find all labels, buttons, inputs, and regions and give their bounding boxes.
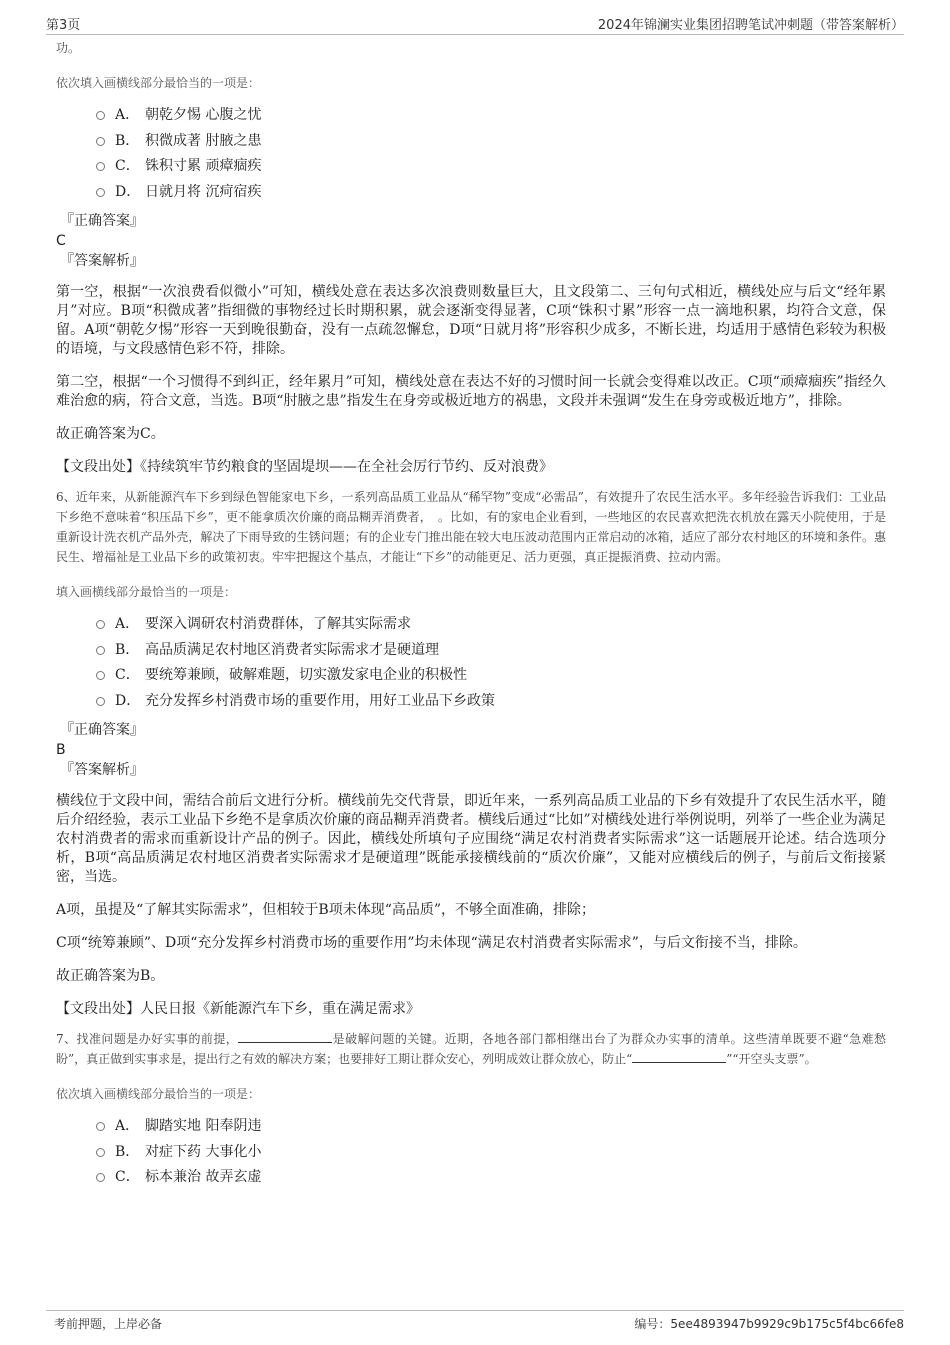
q6-answer-value: B [56, 742, 66, 758]
radio-icon[interactable] [96, 620, 105, 629]
fill-blank-2 [632, 1052, 726, 1063]
q6-option-d[interactable] [96, 689, 886, 715]
q6-option-a[interactable] [96, 612, 886, 638]
radio-icon[interactable] [96, 137, 105, 146]
radio-icon[interactable] [96, 1173, 105, 1182]
q6-analysis-1: 横线位于文段中间，需结合前后文进行分析。横线前先交代背景，即近年来，一系列高品质工业品的下乡有效提升了农民生活水平，随后介绍经验，表示工业品下乡绝不是拿质次价廉的商品糊弄消费者。横线后通过“比如”对横线处进行举例说明，列举了一些企业为满足农村消费者的需求而重新设计产品的例子。因此，横线处所填句子应围绕“满足农村消费者实际需求”这一话题展开论述。结合选项分析，B项“高品质满足农村地区消费者实际需求才是硬道理”既能承接横线前的“质次价廉”，又能对应横线后的例子，与前后文衔接紧密，当选。 [56, 793, 886, 885]
option-letter: B． [115, 132, 140, 149]
q7-option-a[interactable] [96, 1114, 886, 1140]
q7-stem [56, 1029, 886, 1069]
q7-prompt: 依次填入画横线部分最恰当的一项是： [56, 1087, 261, 1101]
q6-analysis-4: 故正确答案为B。 [56, 968, 165, 984]
radio-icon[interactable] [96, 188, 105, 197]
q5-analysis-label: 『答案解析』 [60, 253, 144, 269]
q6-source: 【文段出处】人民日报《新能源汽车下乡，重在满足需求》 [56, 1001, 420, 1017]
q6-option-b[interactable] [96, 638, 886, 664]
option-text: 标本兼治 故弄玄虚 [145, 1169, 262, 1185]
radio-icon[interactable] [96, 162, 105, 171]
q6-stem: 6、近年来，从新能源汽车下乡到绿色智能家电下乡，一系列高品质工业品从“稀罕物”变成“必需品”，有效提升了农民生活水平。多年经验告诉我们：工业品下乡绝不意味着“积压品下乡”，更不能拿质次价廉的商品糊弄消费者， 。比如，有的家电企业看到，一些地区的农民喜欢把洗衣机放在露天小院使用，于是重新设计洗衣机产品外壳，解决了下雨导致的生锈问题；有的企业专门推出能在较大电压波动范围内正常启动的冰箱，适应了部分农村地区的环境和条件。惠民生、增福祉是工业品下乡的政策初衷。牢牢把握这个基点，才能让“下乡”的动能更足、活力更强，真正提振消费、拉动内需。 [56, 490, 886, 564]
q5-analysis-1: 第一空，根据“一次浪费看似微小”可知，横线处意在表达多次浪费则数量巨大，且文段第二、三句句式相近，横线处应与后文“经年累月”对应。B项“积微成著”指细微的事物经过长时期积累，就会逐渐变得显著，C项“铢积寸累”形容一点一滴地积累，均符合文意，保留。A项“朝乾夕惕”形容一天到晚很勤奋，没有一点疏忽懈怠，D项“日就月将”形容积少成多，不断长进，均适用于感情色彩较为积极的语境，与文段感情色彩不符，排除。 [56, 284, 886, 357]
q5-analysis-3: 故正确答案为C。 [56, 426, 165, 442]
q5-answer-label: 『正确答案』 [60, 213, 144, 229]
radio-icon[interactable] [96, 646, 105, 655]
page-content [56, 38, 886, 1191]
page-header [46, 12, 904, 35]
q5-tail: 功。 [56, 41, 81, 55]
q6-option-c[interactable] [96, 663, 886, 689]
document-title: 2024年锦澜实业集团招聘笔试冲刺题（带答案解析） [597, 18, 904, 33]
q5-option-a[interactable] [96, 103, 886, 129]
option-text: 充分发挥乡村消费市场的重要作用，用好工业品下乡政策 [145, 692, 495, 709]
page-footer [46, 1310, 904, 1331]
q5-answer-value: C [56, 233, 66, 249]
option-letter: D． [115, 692, 141, 709]
option-letter: C． [115, 158, 140, 174]
q6-analysis-label: 『答案解析』 [60, 762, 144, 778]
option-letter: C． [115, 1169, 140, 1185]
document-code: 编号：5ee4893947b9929c9b175c5f4bc66fe8 [634, 1317, 904, 1331]
option-text: 铢积寸累 顽瘴痼疾 [145, 158, 262, 174]
radio-icon[interactable] [96, 697, 105, 706]
option-text: 要深入调研农村消费群体，了解其实际需求 [145, 616, 411, 632]
option-letter: C． [115, 667, 140, 683]
q5-source: 【文段出处】《持续筑牢节约粮食的坚固堤坝——在全社会厉行节约、反对浪费》 [56, 459, 553, 475]
option-text: 日就月将 沉疴宿疾 [145, 183, 262, 200]
option-text: 高品质满足农村地区消费者实际需求才是硬道理 [145, 641, 439, 658]
option-letter: A． [115, 616, 140, 632]
radio-icon[interactable] [96, 1148, 105, 1157]
q5-option-b[interactable] [96, 129, 886, 155]
radio-icon[interactable] [96, 111, 105, 120]
q5-option-c[interactable] [96, 154, 886, 180]
q7-option-c[interactable] [96, 1165, 886, 1191]
option-letter: B． [115, 1143, 140, 1160]
q6-analysis-3: C项“统筹兼顾”、D项“充分发挥乡村消费市场的重要作用”均未体现“满足农村消费者实际需求”，与后文衔接不当，排除。 [56, 935, 807, 951]
footer-slogan: 考前押题，上岸必备 [54, 1317, 163, 1331]
q6-options [96, 612, 886, 714]
q7-stem-part-1: 7、找准问题是办好实事的前提， [56, 1032, 239, 1046]
radio-icon[interactable] [96, 1122, 105, 1131]
q7-option-b[interactable] [96, 1140, 886, 1166]
option-letter: A． [115, 107, 140, 123]
option-letter: D． [115, 183, 141, 200]
option-text: 朝乾夕惕 心腹之忧 [145, 107, 262, 123]
option-text: 积微成著 肘腋之患 [145, 132, 262, 149]
fill-blank-1 [238, 1032, 332, 1043]
page-number: 第3页 [46, 18, 81, 33]
radio-icon[interactable] [96, 671, 105, 680]
q5-option-d[interactable] [96, 180, 886, 206]
q7-stem-part-3: ”“开空头支票”。 [726, 1052, 817, 1066]
q5-prompt: 依次填入画横线部分最恰当的一项是： [56, 76, 261, 90]
q6-prompt: 填入画横线部分最恰当的一项是： [56, 585, 237, 599]
q5-analysis-2: 第二空，根据“一个习惯得不到纠正，经年累月”可知，横线处意在表达不好的习惯时间一长就会变得难以改正。C项“顽瘴痼疾”指经久难治愈的病，符合文意，当选。B项“肘腋之患”指发生在身旁或极近地方的祸患，文段并未强调“发生在身旁或极近地方”，排除。 [56, 374, 886, 409]
q6-analysis-2: A项，虽提及“了解其实际需求”，但相较于B项未体现“高品质”，不够全面准确，排除； [56, 902, 596, 918]
q7-options [96, 1114, 886, 1191]
option-letter: A． [115, 1118, 140, 1134]
option-letter: B． [115, 641, 140, 658]
q7-stem-part-2: 是破解问题的关键。近期，各地各部门都相继出台了为群众办实事的清单。这些清单既要不避“急难愁盼”，真正做到实事求是，提出行之有效的解决方案；也要排好工期让群众安心，列明成效让群众放心，防止“ [56, 1032, 887, 1066]
option-text: 对症下药 大事化小 [145, 1143, 262, 1160]
q6-answer-label: 『正确答案』 [60, 722, 144, 738]
option-text: 脚踏实地 阳奉阴违 [145, 1118, 262, 1134]
q5-options [96, 103, 886, 205]
option-text: 要统筹兼顾，破解难题，切实激发家电企业的积极性 [145, 667, 467, 683]
